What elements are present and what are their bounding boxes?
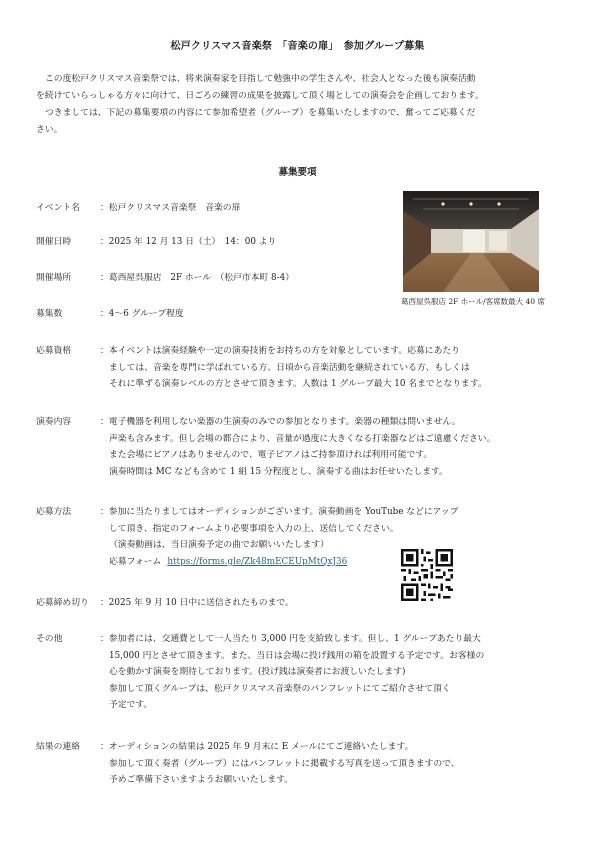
item-value: それに準ずる演奏レベルの方とさせて頂きます。人数は 1 グループ最大 10 名までとなります。 [109, 379, 487, 390]
page-title: 松戸クリスマス音楽祭 「音楽の扉」 参加グループ募集 [170, 41, 425, 52]
item-label: 演奏内容 [36, 417, 72, 427]
item-value: ：本イベントは演奏経験や一定の演奏技術をお持ちの方を対象としています。応募にあたり [100, 346, 460, 356]
item-value: 予定です。 [109, 700, 153, 711]
intro-line: を続けていらっしゃる方々に向けて、日ごろの練習の成果を披露して頂く場としての演奏会を企画しております。 [36, 91, 484, 101]
photo-caption: 葛西屋呉服店 2F ホール/客席数最大 40 席 [401, 297, 545, 306]
intro-line: さい。 [36, 125, 63, 135]
item-label: 結果の連絡 [36, 742, 80, 752]
venue-photo [403, 191, 539, 292]
item-value: ：4～6 グループ程度 [100, 309, 184, 319]
item-value: 15,000 円とさせて頂きます。また、当日は会場に投げ銭用の箱を設置する予定です。お客様の [109, 650, 485, 661]
item-label: 開催場所 [36, 273, 72, 283]
item-value: ：オーディションの結果は 2025 年 9 月末に E メールにてご連絡いたします。 [100, 742, 414, 752]
item-value: 参加して頂くグループは、松戸クリスマス音楽祭のパンフレットにてご紹介させて頂く [109, 683, 451, 694]
intro-line: つきましては、下記の募集要項の内容にて参加希望者（グループ）を募集いたしますので、奮ってご応募くだ [45, 108, 476, 118]
item-value: ：2025 年 12 月 13 日（土） 14：00 より [100, 237, 277, 247]
section-heading: 募集要項 [278, 167, 317, 178]
item-label: 応募締め切り [36, 598, 89, 608]
item-value: ：参加に当たりましてはオーディションがございます。演奏動画を YouTube などにアップ [100, 507, 459, 517]
item-value: 参加して頂く奏者（グループ）にはパンフレットに掲載する写真を送って頂きますので、 [109, 758, 460, 769]
intro-line: この度松戸クリスマス音楽祭では、将来演奏家を目指して勉強中の学生さんや、社会人となった後も演奏活動 [45, 74, 476, 84]
item-value: 心を動かす演奏を期待しております。(投げ銭は演奏者にお渡しいたします) [109, 667, 406, 678]
item-value: して頂き、指定のフォームより必要事項を入力の上、送信してください。 [109, 523, 399, 534]
item-value: ：参加者には、交通費として一人当たり 3,000 円を支給致します。但し、1 グループあたり最大 [100, 634, 481, 644]
item-value: ：電子機器を利用しない楽器の生演奏のみでの参加となります。楽器の種類は問いません。 [100, 417, 461, 427]
item-value: ：葛西屋呉服店 2F ホール （松戸市本町 8-4） [100, 273, 295, 283]
item-value: （演奏動画は、当日演奏予定の曲でお願いいたします） [109, 540, 329, 551]
item-value: 声楽も含みます。但し会場の都合により、音量が過度に大きくなる打楽器などはご遠慮ください。 [109, 433, 496, 444]
item-label: 応募方法 [36, 507, 72, 517]
item-value: また会場にピアノはありませんので、電子ピアノはご持参頂ければ利用可能です。 [109, 450, 433, 461]
item-label: 開催日時 [36, 237, 72, 247]
item-value: 演奏時間は MC なども含めて 1 組 15 分程度とし、演奏する曲はお任せいたします。 [109, 466, 448, 477]
item-value: ましては、音楽を専門に学ばれている方、日頃から音楽活動を継続されている方、もしくは [109, 362, 470, 373]
item-label: 応募資格 [36, 346, 72, 356]
item-label: イベント名 [36, 203, 80, 213]
item-label: 募集数 [36, 309, 63, 319]
item-value: ：松戸クリスマス音楽祭 音楽の扉 [100, 203, 241, 213]
form-label: 応募フォーム [109, 556, 162, 567]
item-value: 予めご準備下さいますようお願いいたします。 [109, 775, 294, 786]
intro-paragraph [36, 71, 566, 139]
form-link[interactable]: https://forms.gle/Zk48mECEUpMtQxJ36 [167, 556, 348, 567]
item-label: その他 [36, 634, 63, 644]
item-value: ：2025 年 9 月 10 日中に送信されたものまで。 [100, 598, 294, 608]
qr-code-icon [401, 549, 453, 601]
